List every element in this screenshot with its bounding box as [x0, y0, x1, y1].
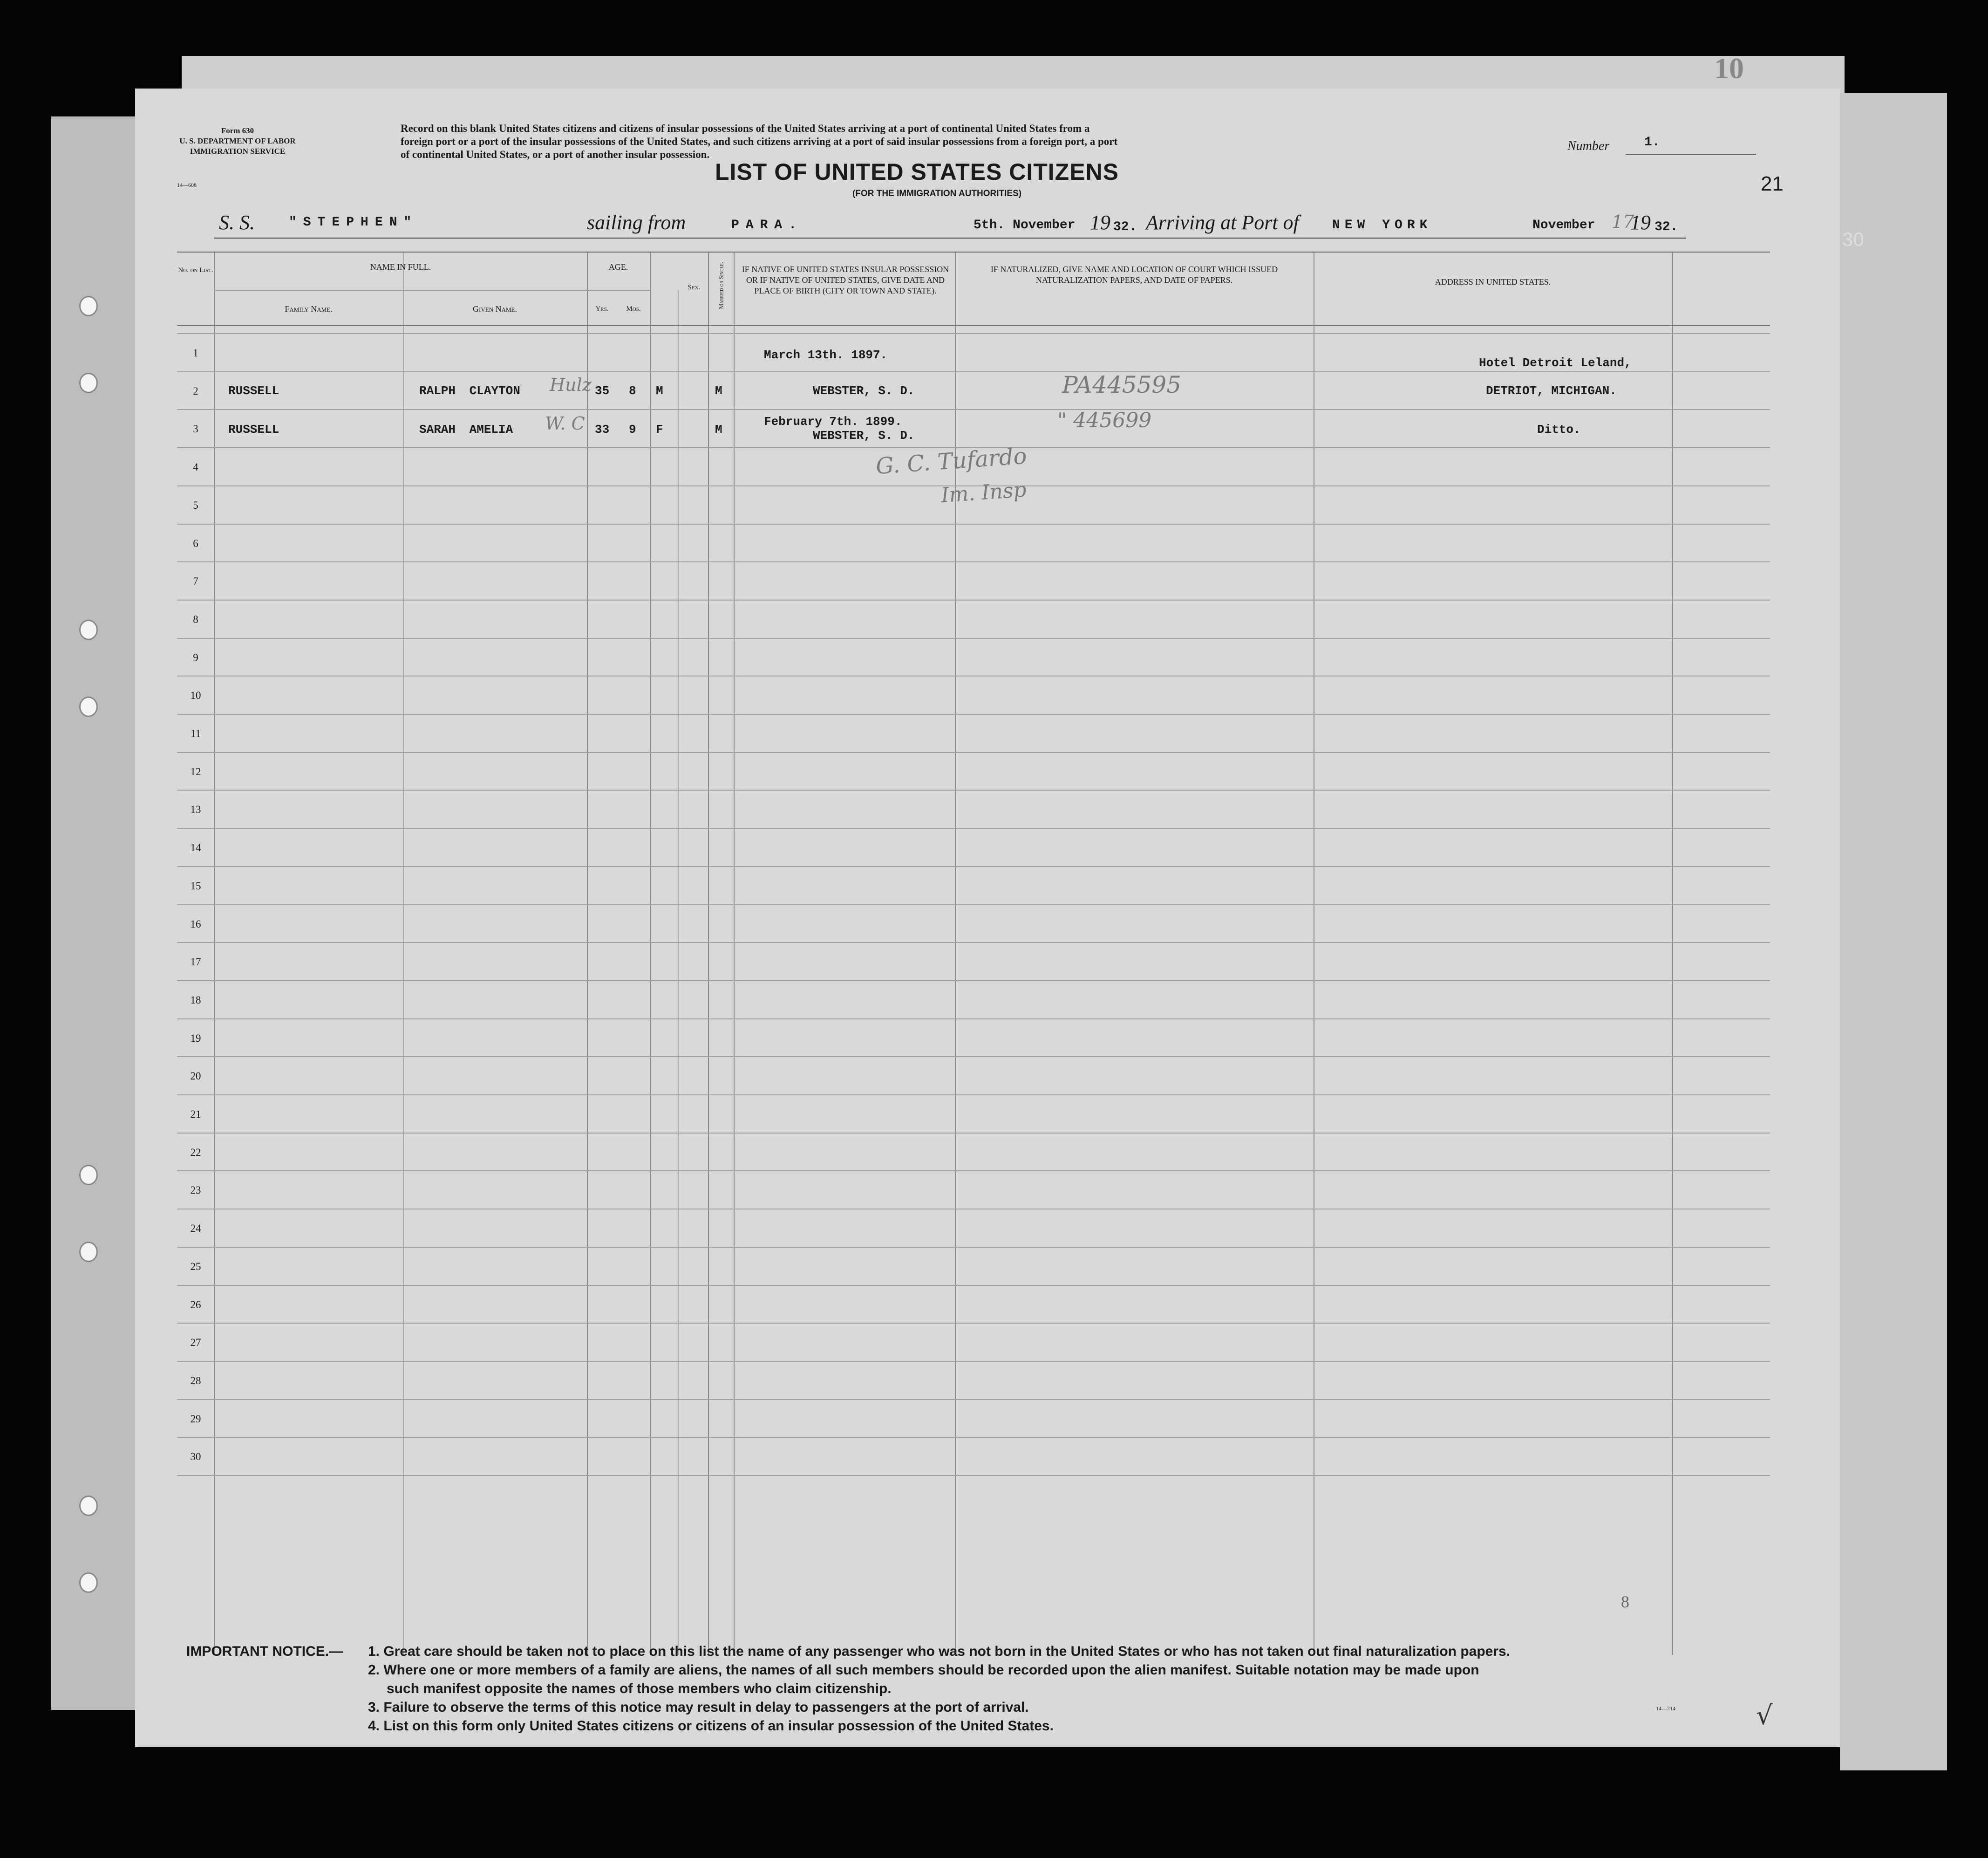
- manifest-table: [177, 252, 1770, 1655]
- punch-hole: [79, 296, 98, 316]
- row-number: 30: [190, 1451, 201, 1462]
- departure-year: 32.: [1113, 220, 1137, 234]
- row-number: 12: [190, 766, 201, 778]
- entry-2-age-yrs: 33: [595, 423, 610, 437]
- ship-name: "STEPHEN": [289, 215, 418, 230]
- row-line: [177, 866, 1770, 867]
- departure-date: 5th. November: [974, 218, 1076, 232]
- entry-2-family-name: RUSSELL: [228, 423, 279, 437]
- manifest-page: [135, 89, 1840, 1747]
- arriving-label: Arriving at Port of: [1146, 211, 1299, 234]
- row-number: 10: [190, 690, 201, 701]
- entry-2-marital: M: [715, 423, 722, 437]
- row-line: [177, 333, 1770, 334]
- entry-1-birth-date: March 13th. 1897.: [764, 348, 888, 362]
- row-number: 13: [190, 804, 201, 815]
- row-number: 17: [190, 956, 201, 968]
- entry-2-age-mos: 9: [629, 423, 636, 437]
- entry-1-marital: M: [715, 384, 722, 398]
- row-number: 25: [190, 1261, 201, 1272]
- row-line: [177, 1323, 1770, 1324]
- row-number: 28: [190, 1375, 201, 1387]
- departure-port: PARA.: [731, 218, 803, 232]
- inspector-signature: G. C. Tufardo: [875, 443, 1028, 480]
- col-name-in-full: NAME IN FULL.: [370, 262, 431, 272]
- row-number: 1: [193, 347, 198, 359]
- entry-2-given-name: SARAH AMELIA: [419, 423, 513, 437]
- row-line: [177, 1399, 1770, 1400]
- arrival-month: November: [1532, 218, 1595, 232]
- row-line: [177, 1475, 1770, 1476]
- row-line: [177, 1285, 1770, 1286]
- col-mos: Mos.: [626, 305, 641, 313]
- row-number: 29: [190, 1413, 201, 1425]
- entry-1-birth-place: WEBSTER, S. D.: [813, 384, 915, 398]
- row-line: [177, 942, 1770, 943]
- notice-item-4: 4. List on this form only United States citizens or citizens of an insular possession of the United States.: [368, 1718, 1054, 1734]
- page-subtitle: (FOR THE IMMIGRATION AUTHORITIES): [852, 189, 1022, 198]
- year-prefix-1: 19: [1090, 211, 1110, 234]
- col-age: AGE.: [608, 262, 628, 272]
- row-line: [177, 1056, 1770, 1057]
- row-number: 21: [190, 1108, 201, 1120]
- entry-2-annotation: W. C: [545, 413, 585, 434]
- row-number: 22: [190, 1147, 201, 1158]
- page-number: 21: [1761, 172, 1784, 195]
- row-number: 4: [193, 461, 198, 473]
- col-native-birth: IF NATIVE OF UNITED STATES INSULAR POSSESSION OR IF NATIVE OF UNITED STATES, GIVE DATE AND PLACE OF BIRTH (CITY OR TOWN AND STATE).: [742, 265, 949, 295]
- entry-1-given-name: RALPH CLAYTON: [419, 384, 520, 398]
- entry-1-address-line-1: Hotel Detroit Leland,: [1479, 356, 1632, 370]
- col-given-name: Given Name.: [473, 304, 517, 314]
- entry-1-age-mos: 8: [629, 384, 636, 398]
- notice-item-2b: such manifest opposite the names of those members who claim citizenship.: [387, 1681, 892, 1696]
- punch-hole: [79, 697, 98, 717]
- row-line: [177, 1361, 1770, 1362]
- instruction-line-1: Record on this blank United States citizens and citizens of insular possessions of the United States arriving at a port of continental United States from a: [401, 123, 1090, 134]
- entry-2-sex: F: [656, 423, 663, 437]
- side-number: 30: [1842, 228, 1864, 250]
- check-mark: √: [1756, 1701, 1773, 1731]
- row-number: 24: [190, 1223, 201, 1234]
- arrival-day: 17: [1612, 212, 1634, 232]
- col-no-on-list: No. on List.: [178, 266, 213, 274]
- col-sex: Sex.: [688, 284, 701, 291]
- department: U. S. DEPARTMENT OF LABOR: [179, 137, 296, 145]
- year-prefix-2: 19: [1630, 211, 1651, 234]
- page-title: LIST OF UNITED STATES CITIZENS: [715, 159, 1119, 185]
- notice-code: 14—214: [1656, 1705, 1675, 1712]
- row-number: 23: [190, 1184, 201, 1196]
- entry-1-sex: M: [656, 384, 663, 398]
- row-line: [177, 1133, 1770, 1134]
- row-line: [177, 638, 1770, 639]
- entry-2-naturalization: " 445699: [1057, 409, 1152, 432]
- back-sheet-left: [51, 116, 144, 1710]
- number-value: 1.: [1644, 135, 1660, 150]
- row-line: [177, 1247, 1770, 1248]
- row-number: 16: [190, 918, 201, 930]
- row-number: 8: [193, 614, 198, 625]
- back-sheet-right: [1840, 93, 1947, 1770]
- row-line: [177, 828, 1770, 829]
- form-code: 14—608: [177, 182, 197, 188]
- instruction-line-3: of continental United States, or a port of another insular possession.: [401, 149, 710, 160]
- punch-hole: [79, 1496, 98, 1516]
- row-line: [177, 1437, 1770, 1438]
- inspector-title: Im. Insp: [940, 478, 1028, 508]
- punch-hole: [79, 1165, 98, 1185]
- row-line: [177, 409, 1770, 410]
- row-line: [177, 790, 1770, 791]
- row-number: 26: [190, 1299, 201, 1311]
- row-line: [177, 371, 1770, 372]
- row-line: [177, 561, 1770, 562]
- row-line: [177, 1094, 1770, 1095]
- ss-label: S. S.: [219, 211, 255, 234]
- notice-item-2a: 2. Where one or more members of a family are aliens, the names of all such members should be recorded upon the alien manifest. Suitable notation may be made upon: [368, 1662, 1479, 1678]
- service: IMMIGRATION SERVICE: [190, 147, 286, 156]
- entry-2-address: Ditto.: [1537, 423, 1581, 437]
- punch-hole: [79, 1572, 98, 1593]
- margin-mark: 8: [1621, 1592, 1629, 1611]
- row-number: 11: [190, 728, 201, 739]
- row-line: [177, 980, 1770, 981]
- notice-item-3: 3. Failure to observe the terms of this notice may result in delay to passengers at the port of arrival.: [368, 1700, 1029, 1715]
- notice-heading: IMPORTANT NOTICE.—: [186, 1644, 343, 1659]
- row-number: 15: [190, 880, 201, 892]
- col-address: ADDRESS IN UNITED STATES.: [1435, 277, 1551, 287]
- row-line: [177, 1018, 1770, 1019]
- col-married-single: Married or Single.: [717, 261, 725, 309]
- row-line: [177, 1170, 1770, 1171]
- arrival-port: NEW YORK: [1332, 218, 1432, 232]
- punch-hole: [79, 373, 98, 393]
- number-label: Number: [1567, 139, 1610, 153]
- punch-hole: [79, 1242, 98, 1262]
- row-number: 9: [193, 652, 198, 663]
- arrival-year: 32.: [1654, 220, 1678, 234]
- row-number: 20: [190, 1070, 201, 1082]
- row-line: [177, 600, 1770, 601]
- row-number: 3: [193, 423, 198, 435]
- voyage-underline: [214, 238, 1686, 239]
- notice-item-1: 1. Great care should be taken not to place on this list the name of any passenger who was not born in the United States or who has not taken out final naturalization papers.: [368, 1644, 1511, 1659]
- entry-2-birth-date: February 7th. 1899.: [764, 415, 902, 429]
- form-id: [163, 126, 312, 157]
- row-number: 18: [190, 994, 201, 1006]
- row-number: 7: [193, 575, 198, 587]
- col-yrs: Yrs.: [595, 305, 609, 313]
- entry-1-annotation: Hulz: [550, 375, 592, 395]
- row-number: 19: [190, 1032, 201, 1044]
- row-number: 14: [190, 842, 201, 854]
- col-naturalized: IF NATURALIZED, GIVE NAME AND LOCATION OF COURT WHICH ISSUED NATURALIZATION PAPERS, AND DATE OF PAPERS.: [990, 265, 1278, 285]
- sailing-label: sailing from: [587, 211, 686, 234]
- entry-1-family-name: RUSSELL: [228, 384, 279, 398]
- row-line: [177, 714, 1770, 715]
- top-corner-number: 10: [1714, 52, 1744, 85]
- col-family-name: Family Name.: [285, 304, 333, 314]
- entry-1-address-line-2: DETRIOT, MICHIGAN.: [1486, 384, 1617, 398]
- punch-hole: [79, 620, 98, 640]
- row-number: 5: [193, 499, 198, 511]
- row-number: 2: [193, 385, 198, 397]
- row-number: 27: [190, 1337, 201, 1348]
- instruction-line-2: foreign port or a port of the insular possessions of the United States, and such citizens arriving at a port of said insular possessions from a foreign port, a port: [401, 136, 1118, 147]
- row-line: [177, 904, 1770, 905]
- row-line: [177, 752, 1770, 753]
- entry-1-naturalization: PA445595: [1062, 371, 1182, 398]
- row-number: 6: [193, 538, 198, 549]
- entry-2-birth-place: WEBSTER, S. D.: [813, 429, 915, 443]
- row-line: [177, 524, 1770, 525]
- number-underline: [1626, 154, 1756, 155]
- entry-1-age-yrs: 35: [595, 384, 610, 398]
- form-number: Form 630: [221, 126, 254, 135]
